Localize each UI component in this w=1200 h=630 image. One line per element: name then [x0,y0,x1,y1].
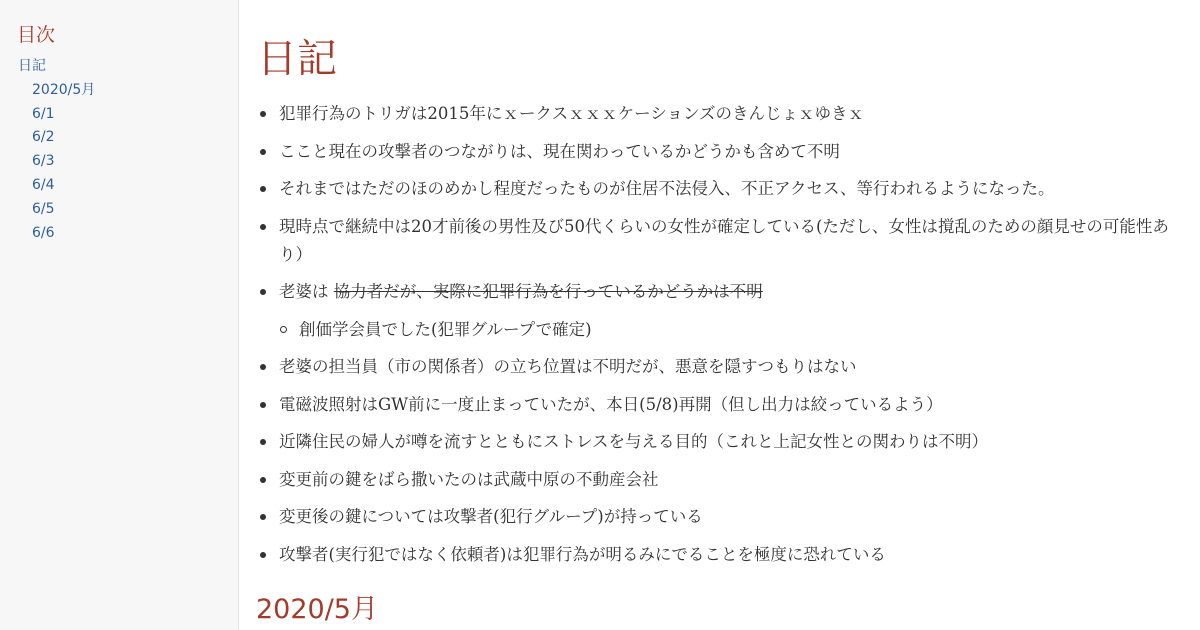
toc-list [0,55,95,245]
list-item: 変更前の鍵をばら撒いたのは武蔵中原の不動産会社 [258,466,1188,494]
list-item: 現時点で継続中は20才前後の男性及び50代くらいの女性が確定している(ただし、女性は撹乱のための顔見せの可能性あり） [258,213,1188,269]
toc-item-6-2 [0,126,95,150]
toc-item-2020-may [0,79,95,103]
toc-link-6-4[interactable]: 6/4 [32,176,55,193]
list-item: それまではただのほのめかし程度だったものが住居不法侵入、不正アクセス、等行われるようになった。 [258,175,1188,203]
list-item: 電磁波照射はGW前に一度止まっていたが、本日(5/8)再開（但し出力は絞っているよう） [258,391,1188,419]
toc-link-2020-may[interactable]: 2020/5月 [32,81,96,98]
toc-item-6-3 [0,150,95,174]
sub-list-item: 創価学会員でした(犯罪グループで確定) [258,316,1188,344]
struck-text: 協力者だが、実際に犯罪行為を行っているかどうかは不明 [333,282,763,301]
toc-item-6-4 [0,174,95,198]
diary-entries [258,100,1188,578]
toc-link-6-2[interactable]: 6/2 [32,129,55,146]
toc-link-6-1[interactable]: 6/1 [32,105,55,122]
list-item: 攻撃者(実行犯ではなく依頼者)は犯罪行為が明るみにでることを極度に恐れている [258,541,1188,569]
toc-link-6-6[interactable]: 6/6 [32,224,55,241]
toc-title: 目次 [17,24,56,46]
section-title-2020-may: 2020/5月 [256,594,378,625]
list-item: 近隣住民の婦人が噂を流すとともにストレスを与える目的（これと上記女性との関わりは不明） [258,428,1188,456]
page-title: 日記 [257,36,337,82]
sidebar-toc [0,0,239,630]
list-item: 犯罪行為のトリガは2015年にｘークスｘｘｘケーションズのきんじょｘゆきｘ [258,100,1188,128]
list-item: 変更後の鍵については攻撃者(犯行グループ)が持っている [258,503,1188,531]
list-item: 老婆の担当員（市の関係者）の立ち位置は不明だが、悪意を隠すつもりはない [258,353,1188,381]
toc-link-6-5[interactable]: 6/5 [32,200,55,217]
toc-item-6-5 [0,198,95,222]
list-item: ここと現在の攻撃者のつながりは、現在関わっているかどうかも含めて不明 [258,138,1188,166]
toc-link-diary[interactable]: 日記 [18,58,46,74]
toc-item-6-6 [0,222,95,246]
list-item-prefix: 老婆は [279,282,334,301]
main-content [240,0,1200,630]
toc-item-6-1 [0,103,95,127]
toc-item-diary [0,55,95,79]
list-item [258,278,1188,306]
toc-link-6-3[interactable]: 6/3 [32,153,55,170]
